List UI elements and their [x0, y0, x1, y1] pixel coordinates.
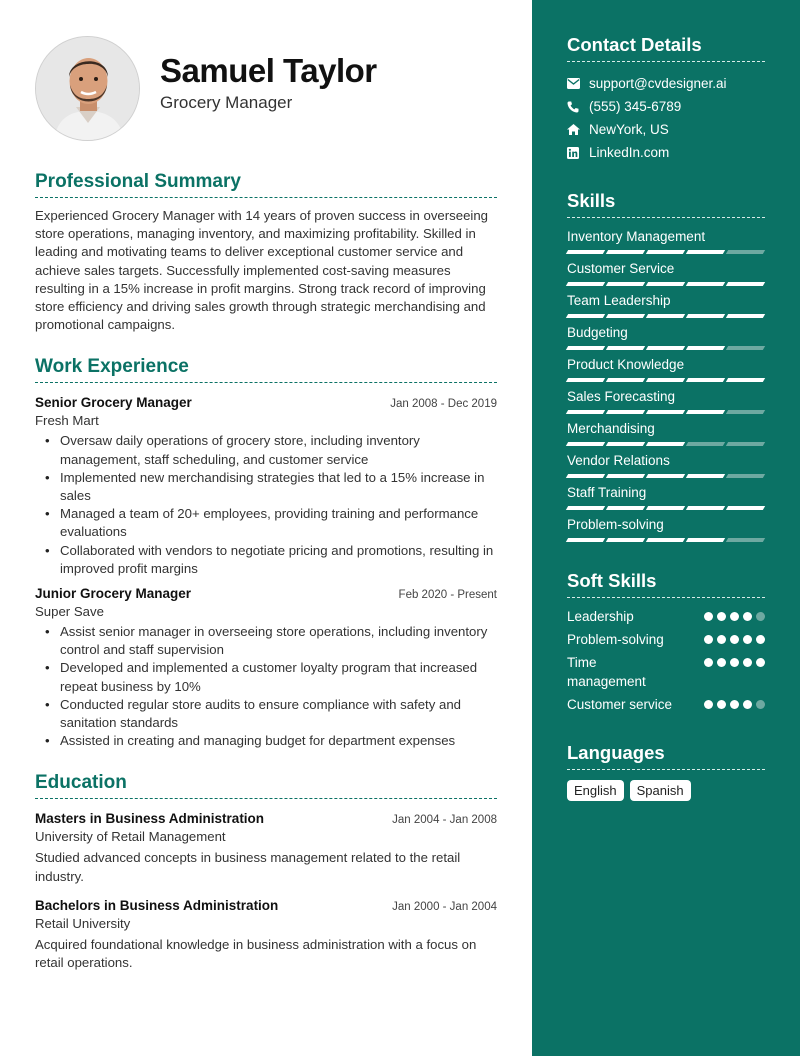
soft-skills-title: Soft Skills	[567, 570, 765, 598]
skill-segment-filled	[566, 474, 605, 478]
skill-segment-filled	[646, 506, 685, 510]
language-badge: Spanish	[630, 780, 691, 801]
skill-item	[567, 229, 765, 254]
soft-skill-rating	[704, 612, 765, 621]
location-text: NewYork, US	[589, 122, 669, 137]
contact-email[interactable]	[567, 72, 765, 95]
education-description: Acquired foundational knowledge in business administration with a focus on retail operations.	[35, 936, 477, 971]
skill-segment-filled	[566, 506, 605, 510]
job-bullets	[43, 432, 497, 578]
skill-segment-filled	[686, 378, 725, 382]
job-company: Super Save	[35, 604, 104, 620]
skills-title: Skills	[567, 190, 765, 218]
linkedin-icon	[567, 147, 589, 159]
contact-linkedin[interactable]	[567, 141, 765, 164]
soft-skill-item	[567, 630, 765, 649]
skill-segment-filled	[566, 250, 605, 254]
education-dates: Jan 2000 - Jan 2004	[392, 900, 497, 913]
skill-item	[567, 517, 765, 542]
skill-segment-filled	[726, 506, 765, 510]
rating-dot-filled	[730, 635, 739, 644]
rating-dot-filled	[704, 700, 713, 709]
job-bullet: • Conducted regular store audits to ensure compliance with safety and sanitation standards	[43, 696, 497, 732]
soft-skill-name: Customer service	[567, 697, 673, 712]
skill-name: Vendor Relations	[567, 453, 670, 468]
phone-icon	[567, 101, 589, 113]
rating-dot-filled	[704, 658, 713, 667]
skill-segment-filled	[606, 346, 645, 350]
skill-segment-filled	[606, 314, 645, 318]
skill-segment-filled	[606, 250, 645, 254]
soft-skill-rating	[704, 700, 765, 709]
rating-dot-filled	[717, 658, 726, 667]
skill-level-bar	[567, 442, 765, 446]
skill-item	[567, 357, 765, 382]
skill-item	[567, 389, 765, 414]
rating-dot-filled	[743, 635, 752, 644]
languages-title: Languages	[567, 742, 765, 770]
job-dates: Jan 2008 - Dec 2019	[390, 398, 497, 411]
skill-segment-filled	[566, 314, 605, 318]
school-name: University of Retail Management	[35, 829, 226, 845]
skill-segment-filled	[646, 410, 685, 414]
skill-segment-filled	[726, 378, 765, 382]
rating-dot-empty	[756, 612, 765, 621]
skill-level-bar	[567, 314, 765, 318]
avatar-photo	[36, 37, 140, 141]
job-bullet: • Assist senior manager in overseeing store operations, including inventory control and staff supervision	[43, 623, 497, 659]
soft-skill-name: Time management	[567, 655, 646, 689]
skill-segment-filled	[726, 314, 765, 318]
skill-segment-filled	[606, 538, 645, 542]
skill-segment-filled	[606, 442, 645, 446]
skills-list	[567, 229, 765, 542]
rating-dot-filled	[730, 700, 739, 709]
skill-segment-filled	[646, 378, 685, 382]
degree-title: Bachelors in Business Administration	[35, 897, 279, 913]
skill-segment-filled	[646, 250, 685, 254]
skill-name: Inventory Management	[567, 229, 706, 244]
job-company: Fresh Mart	[35, 413, 99, 429]
skill-level-bar	[567, 378, 765, 382]
skill-segment-empty	[726, 538, 765, 542]
skill-item	[567, 453, 765, 478]
skill-segment-filled	[646, 442, 685, 446]
skill-segment-empty	[726, 346, 765, 350]
languages-list	[567, 780, 765, 801]
job-bullet: • Implemented new merchandising strategies that led to a 15% increase in sales	[43, 469, 497, 505]
skill-segment-filled	[686, 250, 725, 254]
skill-segment-filled	[646, 282, 685, 286]
skill-segment-filled	[566, 538, 605, 542]
skill-segment-empty	[726, 410, 765, 414]
job-bullets	[43, 623, 497, 750]
soft-skill-rating	[704, 658, 765, 667]
job-entry	[35, 395, 497, 578]
skill-level-bar	[567, 506, 765, 510]
skill-level-bar	[567, 410, 765, 414]
job-title: Senior Grocery Manager	[35, 395, 192, 411]
skill-segment-empty	[726, 250, 765, 254]
soft-skill-name: Problem-solving	[567, 632, 664, 647]
skill-item	[567, 485, 765, 510]
rating-dot-filled	[743, 612, 752, 621]
candidate-name: Samuel Taylor	[160, 52, 377, 89]
skill-item	[567, 261, 765, 286]
rating-dot-filled	[730, 612, 739, 621]
skill-segment-filled	[726, 282, 765, 286]
skill-segment-filled	[566, 282, 605, 286]
skill-segment-filled	[606, 410, 645, 414]
school-name: Retail University	[35, 915, 131, 931]
skill-segment-filled	[606, 474, 645, 478]
rating-dot-filled	[743, 700, 752, 709]
rating-dot-filled	[756, 635, 765, 644]
skill-segment-filled	[686, 346, 725, 350]
skill-segment-filled	[566, 378, 605, 382]
sidebar	[532, 0, 800, 1056]
skill-name: Budgeting	[567, 325, 628, 340]
skill-segment-filled	[686, 538, 725, 542]
job-bullet: • Developed and implemented a customer loyalty program that increased repeat business by 10%	[43, 659, 497, 695]
education-title: Education	[35, 772, 497, 799]
skill-segment-filled	[606, 282, 645, 286]
skill-item	[567, 325, 765, 350]
skill-segment-filled	[646, 538, 685, 542]
soft-skill-item	[567, 607, 765, 626]
degree-title: Masters in Business Administration	[35, 811, 265, 827]
contact-phone[interactable]	[567, 95, 765, 118]
job-bullet: • Assisted in creating and managing budget for department expenses	[43, 732, 497, 750]
skill-segment-filled	[686, 410, 725, 414]
skill-segment-filled	[646, 314, 685, 318]
skill-name: Sales Forecasting	[567, 389, 676, 404]
linkedin-text: LinkedIn.com	[589, 145, 670, 160]
rating-dot-filled	[730, 658, 739, 667]
skill-segment-filled	[566, 346, 605, 350]
education-entry	[35, 898, 497, 972]
soft-skill-name: Leadership	[567, 609, 634, 624]
skill-segment-filled	[686, 314, 725, 318]
header	[35, 0, 497, 150]
rating-dot-filled	[743, 658, 752, 667]
contact-title: Contact Details	[567, 34, 765, 62]
skill-segment-filled	[686, 506, 725, 510]
rating-dot-filled	[717, 635, 726, 644]
phone-text: (555) 345-6789	[589, 99, 682, 114]
education-dates: Jan 2004 - Jan 2008	[392, 814, 497, 827]
skill-name: Team Leadership	[567, 293, 671, 308]
skill-segment-filled	[606, 506, 645, 510]
experience-section	[35, 356, 497, 750]
email-icon	[567, 78, 589, 89]
skill-level-bar	[567, 282, 765, 286]
skill-segment-empty	[686, 442, 725, 446]
education-entry	[35, 811, 497, 885]
skill-segment-filled	[606, 378, 645, 382]
skill-segment-filled	[686, 474, 725, 478]
contact-location	[567, 118, 765, 141]
language-badge: English	[567, 780, 624, 801]
rating-dot-filled	[704, 635, 713, 644]
skill-level-bar	[567, 346, 765, 350]
summary-title: Professional Summary	[35, 171, 497, 198]
soft-skill-item	[567, 653, 765, 691]
candidate-role: Grocery Manager	[160, 93, 293, 112]
experience-title: Work Experience	[35, 356, 497, 383]
rating-dot-empty	[756, 700, 765, 709]
job-dates: Feb 2020 - Present	[398, 589, 497, 602]
avatar	[35, 36, 140, 141]
rating-dot-filled	[717, 612, 726, 621]
soft-skill-rating	[704, 635, 765, 644]
summary-text: Experienced Grocery Manager with 14 years of proven success in overseeing store operations, managing inventory, and maximizing profitability. Skilled in leading and motivating teams to deliver exceptional customer service and achieve sales targets. Successfully implemented cost-saving measures resulting in a 15% increase in profit margins. Strong track record of improving store efficiency and driving sales growth through strategic merchandising and promotional campaigns.	[35, 208, 488, 333]
skill-name: Staff Training	[567, 485, 647, 500]
soft-skill-item	[567, 695, 765, 714]
skill-name: Problem-solving	[567, 517, 664, 532]
skill-segment-empty	[726, 474, 765, 478]
rating-dot-filled	[717, 700, 726, 709]
skill-item	[567, 421, 765, 446]
skill-name: Merchandising	[567, 421, 655, 436]
skill-segment-filled	[646, 474, 685, 478]
education-description: Studied advanced concepts in business management related to the retail industry.	[35, 850, 461, 884]
skill-level-bar	[567, 474, 765, 478]
job-entry	[35, 586, 497, 750]
education-section	[35, 772, 497, 972]
skill-segment-filled	[566, 442, 605, 446]
skill-level-bar	[567, 250, 765, 254]
skill-segment-filled	[686, 282, 725, 286]
job-title: Junior Grocery Manager	[35, 586, 192, 602]
skill-segment-filled	[646, 346, 685, 350]
job-bullet: • Collaborated with vendors to negotiate pricing and promotions, resulting in improved profit margins	[43, 542, 497, 578]
home-icon	[567, 124, 589, 135]
rating-dot-filled	[704, 612, 713, 621]
skill-level-bar	[567, 538, 765, 542]
email-text: support@cvdesigner.ai	[589, 76, 727, 91]
rating-dot-filled	[756, 658, 765, 667]
skill-segment-filled	[566, 410, 605, 414]
skill-item	[567, 293, 765, 318]
summary-section	[35, 171, 497, 334]
job-bullet: • Oversaw daily operations of grocery store, including inventory management, staff scheduling, and customer service	[43, 432, 497, 468]
job-bullet: • Managed a team of 20+ employees, providing training and performance evaluations	[43, 505, 497, 541]
skill-name: Product Knowledge	[567, 357, 685, 372]
skill-name: Customer Service	[567, 261, 675, 276]
skill-segment-empty	[726, 442, 765, 446]
